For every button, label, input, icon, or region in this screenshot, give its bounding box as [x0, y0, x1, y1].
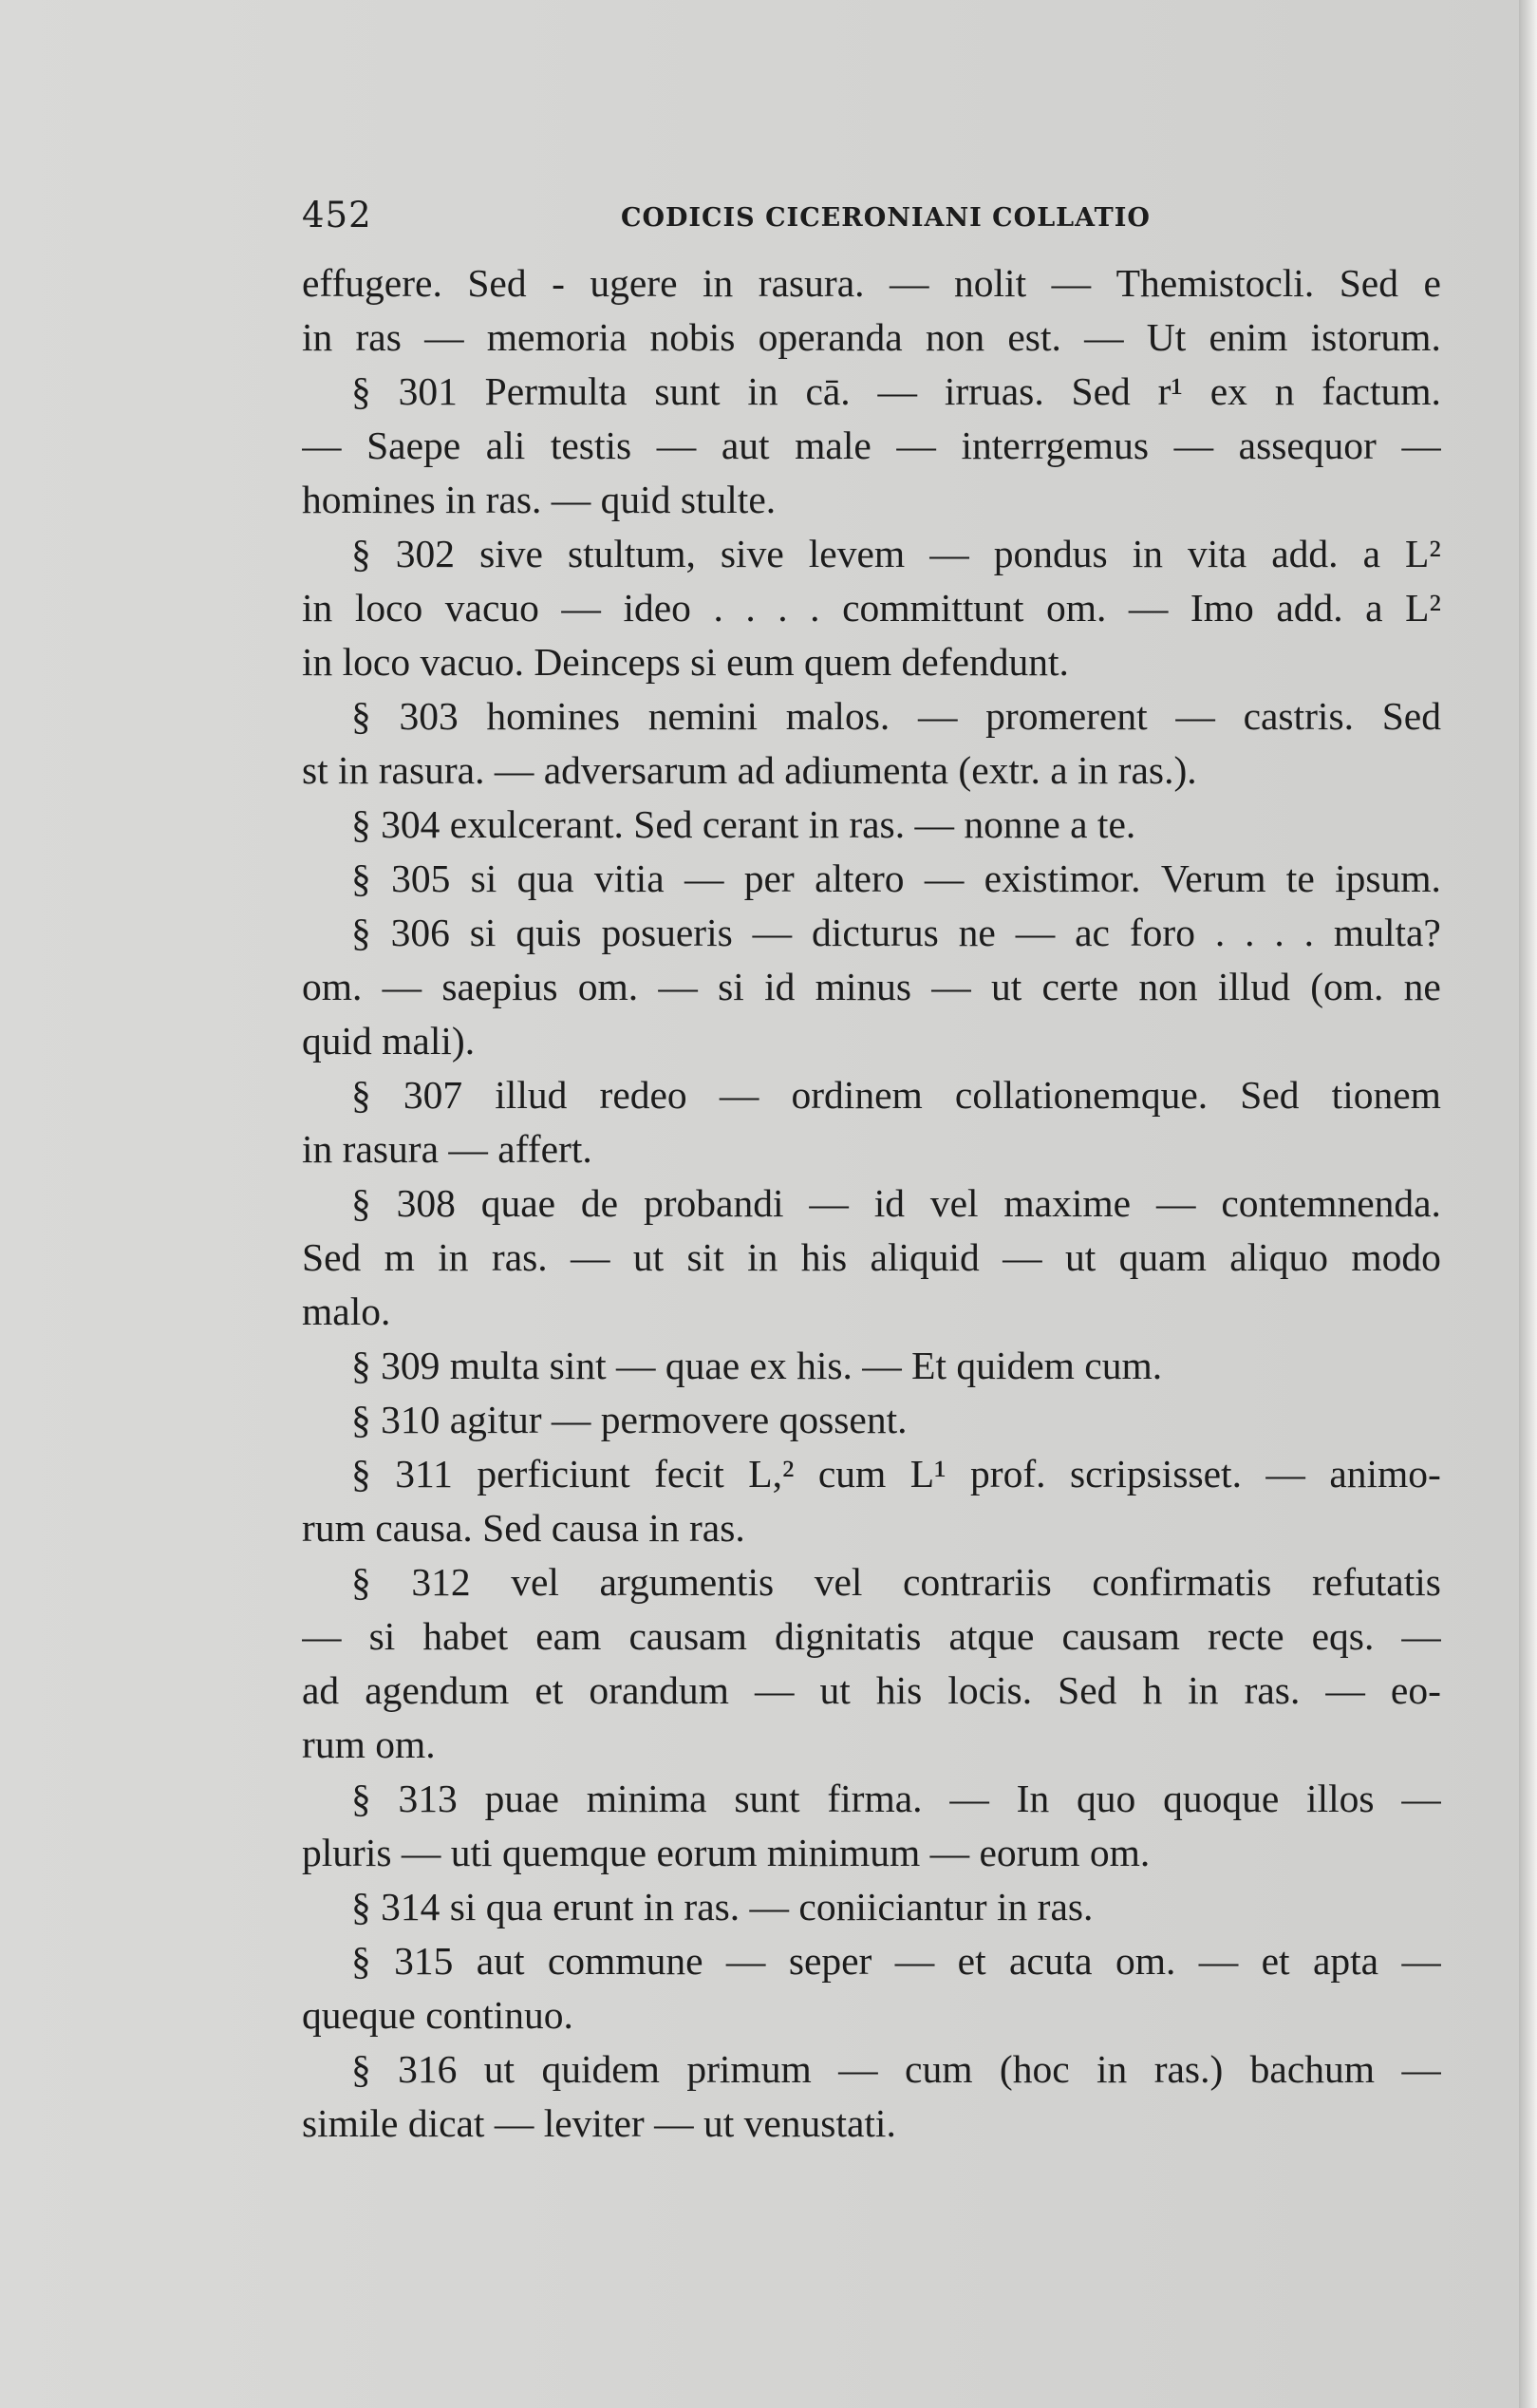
word: aliquo — [1229, 1235, 1328, 1279]
word: r¹ — [1157, 369, 1183, 413]
word: h — [1142, 1668, 1163, 1712]
text-line: quid mali). — [302, 1019, 476, 1063]
word: om. — [1045, 586, 1107, 630]
page-number: 452 — [302, 195, 372, 235]
text-line: § 310 agitur — permovere qossent. — [351, 1398, 908, 1441]
word: eqs. — [1311, 1614, 1375, 1658]
word: — — [725, 1939, 766, 1983]
word: locis. — [947, 1668, 1033, 1712]
word: 302 — [395, 532, 456, 575]
word: — — [1325, 1668, 1365, 1712]
word: — — [561, 586, 601, 630]
text-line — [302, 1176, 1441, 1231]
word: saepius — [441, 965, 558, 1008]
word: sit — [686, 1235, 724, 1279]
word: — — [1084, 315, 1124, 359]
word: Permulta — [484, 369, 628, 413]
word: apta — [1312, 1939, 1379, 1983]
word: his — [875, 1668, 923, 1712]
word: ipsum. — [1335, 856, 1441, 900]
text-line — [302, 1934, 1441, 1988]
word: sunt — [734, 1777, 800, 1820]
text-line: rum om. — [302, 1722, 436, 1766]
word: ut — [819, 1668, 851, 1712]
word: agendum — [365, 1668, 510, 1712]
word: aut — [476, 1939, 525, 1983]
text-line — [302, 906, 1441, 960]
page-header — [302, 195, 1441, 238]
text-line: malo. — [302, 1289, 391, 1333]
word: probandi — [643, 1181, 784, 1225]
word: pondus — [993, 532, 1108, 575]
text-line: homines in ras. — quid stulte. — [302, 478, 777, 521]
word: ordinem — [791, 1073, 923, 1117]
word: n — [1274, 369, 1295, 413]
word: nemini — [647, 694, 759, 738]
word: — — [809, 1181, 849, 1225]
word: animo- — [1329, 1452, 1441, 1496]
word: (hoc — [999, 2047, 1070, 2091]
word: . — [778, 586, 788, 630]
text-line — [302, 527, 1441, 581]
running-title: CODICIS CICERONIANI COLLATIO — [621, 203, 1151, 233]
word: Sed — [1240, 1073, 1300, 1117]
word: — — [1401, 1939, 1441, 1983]
word: stultum, — [567, 532, 696, 575]
word: testis — [550, 423, 632, 467]
word: ugere — [590, 261, 678, 305]
word: — — [1265, 1452, 1305, 1496]
word: . — [713, 586, 723, 630]
word: id — [764, 965, 796, 1008]
word: L,² — [748, 1452, 795, 1496]
word: in — [703, 261, 734, 305]
word: ut — [632, 1235, 665, 1279]
word: memoria — [486, 315, 628, 359]
word: confirmatis — [1092, 1560, 1272, 1604]
word: 305 — [391, 856, 451, 900]
word: recte — [1207, 1614, 1284, 1658]
word: — — [302, 1614, 342, 1658]
word: illud — [1217, 965, 1290, 1008]
word: — — [719, 1073, 759, 1117]
word: vel — [929, 1181, 979, 1225]
word: § — [351, 1452, 371, 1496]
word: . — [1214, 911, 1226, 954]
word: quam — [1118, 1235, 1207, 1279]
word: Sed — [1339, 261, 1398, 305]
word: in — [1097, 2047, 1128, 2091]
word: — — [1198, 1939, 1239, 1983]
word: homines — [486, 694, 621, 738]
word: m — [384, 1235, 415, 1279]
word: enim — [1209, 315, 1288, 359]
word: — — [896, 423, 936, 467]
word: ras. — [491, 1235, 548, 1279]
word: puae — [484, 1777, 559, 1820]
word: et — [1261, 1939, 1290, 1983]
text-line — [302, 1068, 1441, 1122]
word: add. — [1271, 532, 1339, 575]
word: irruas. — [944, 369, 1044, 413]
word: ut — [991, 965, 1022, 1008]
word: minus — [815, 965, 912, 1008]
word: cum — [817, 1452, 887, 1496]
word: a — [1365, 586, 1383, 630]
word: L² — [1405, 586, 1441, 630]
word: multa? — [1333, 911, 1441, 954]
word: per — [743, 856, 795, 900]
word: — — [894, 1939, 935, 1983]
word: 312 — [411, 1560, 471, 1604]
word: § — [351, 369, 371, 413]
word: e — [1423, 261, 1441, 305]
word: illos — [1306, 1777, 1375, 1820]
word: dignitatis — [774, 1614, 922, 1658]
word: eo- — [1390, 1668, 1441, 1712]
word: § — [351, 1560, 371, 1604]
word: — — [890, 261, 929, 305]
word: a — [1362, 532, 1381, 575]
word: . — [745, 586, 756, 630]
word: vitia — [593, 856, 665, 900]
word: bachum — [1249, 2047, 1376, 2091]
text-line: st in rasura. — adversarum ad adiumenta (extr. a in ras.). — [302, 748, 1197, 792]
word: posueris — [601, 911, 733, 954]
word: ut — [1065, 1235, 1097, 1279]
word: quo — [1077, 1777, 1136, 1820]
word: in — [747, 369, 778, 413]
word: in — [438, 1235, 469, 1279]
word: si — [469, 911, 497, 954]
word: his — [800, 1235, 848, 1279]
word: . — [1303, 911, 1315, 954]
word: — — [571, 1235, 610, 1279]
text-line: rum causa. Sed causa in ras. — [302, 1506, 745, 1550]
word: fecit — [654, 1452, 724, 1496]
word: habet — [422, 1614, 509, 1658]
word: . — [810, 586, 820, 630]
text-line — [302, 256, 1441, 310]
word: tionem — [1331, 1073, 1441, 1117]
word: ne — [958, 911, 996, 954]
text-line — [302, 689, 1441, 743]
word: aliquid — [870, 1235, 980, 1279]
word: refutatis — [1311, 1560, 1441, 1604]
word: — — [1003, 1235, 1042, 1279]
word: 315 — [394, 1939, 454, 1983]
word: non — [1138, 965, 1198, 1008]
text-line — [302, 1609, 1441, 1664]
word: rasura. — [758, 261, 865, 305]
word: eam — [535, 1614, 602, 1658]
word: interrgemus — [961, 423, 1149, 467]
word: § — [351, 911, 371, 954]
word: — — [931, 965, 971, 1008]
word: loco — [354, 586, 423, 630]
text-line — [302, 1447, 1441, 1501]
word: promerent — [985, 694, 1148, 738]
word: certe — [1041, 965, 1119, 1008]
word: causam — [1061, 1614, 1180, 1658]
word: — — [1051, 261, 1092, 305]
word: si — [718, 965, 744, 1008]
word: minima — [586, 1777, 707, 1820]
word: modo — [1351, 1235, 1441, 1279]
word: et — [957, 1939, 986, 1983]
word: et — [534, 1668, 564, 1712]
word: add. — [1276, 586, 1343, 630]
word: dicturus — [812, 911, 939, 954]
word: ex — [1209, 369, 1247, 413]
word: acuta — [1009, 1939, 1093, 1983]
word: quae — [480, 1181, 556, 1225]
word: Saepe — [366, 423, 461, 467]
word: § — [351, 532, 371, 575]
word: Sed — [467, 261, 527, 305]
word: atque — [948, 1614, 1035, 1658]
word: seper — [788, 1939, 872, 1983]
word: est. — [1007, 315, 1061, 359]
word: § — [351, 2047, 371, 2091]
word: Ut — [1146, 315, 1187, 359]
word: si — [470, 856, 497, 900]
text-line — [302, 852, 1441, 906]
collation-text — [302, 256, 1441, 2151]
word: 303 — [399, 694, 459, 738]
word: Sed — [1381, 694, 1441, 738]
word: redeo — [599, 1073, 687, 1117]
word: ideo — [623, 586, 691, 630]
word: Sed — [302, 1235, 362, 1279]
word: castris. — [1243, 694, 1354, 738]
word: 301 — [398, 369, 458, 413]
text-line — [302, 419, 1441, 473]
word: § — [351, 1939, 371, 1983]
word: sunt — [654, 369, 721, 413]
text-line — [302, 960, 1441, 1014]
word: in — [1188, 1668, 1219, 1712]
word: vel — [814, 1560, 863, 1604]
word: — — [658, 965, 698, 1008]
text-line — [302, 581, 1441, 635]
word: sive — [720, 532, 784, 575]
word: in — [1132, 532, 1163, 575]
word: nolit — [954, 261, 1027, 305]
word: L¹ — [909, 1452, 947, 1496]
text-line — [302, 1231, 1441, 1285]
word: — — [1173, 423, 1214, 467]
word: Sed — [1071, 369, 1131, 413]
word: cum — [905, 2047, 973, 2091]
word: foro — [1129, 911, 1195, 954]
text-line — [302, 1664, 1441, 1718]
word: operanda — [758, 315, 903, 359]
word: causam — [628, 1614, 747, 1658]
word: — — [684, 856, 724, 900]
word: (om. — [1310, 965, 1384, 1008]
word: de — [580, 1181, 619, 1225]
word: non — [925, 315, 985, 359]
word: — — [656, 423, 697, 467]
word: cā. — [805, 369, 851, 413]
word: — — [877, 369, 917, 413]
word: id — [873, 1181, 905, 1225]
word: in — [302, 586, 333, 630]
word: contemnenda. — [1221, 1181, 1441, 1225]
word: illud — [495, 1073, 568, 1117]
word: § — [351, 856, 371, 900]
word: — — [382, 965, 422, 1008]
word: — — [929, 532, 969, 575]
word: ad — [302, 1668, 340, 1712]
word: 306 — [390, 911, 450, 954]
word: ac — [1075, 911, 1110, 954]
word: malos. — [785, 694, 890, 738]
word: factum. — [1321, 369, 1441, 413]
text-line — [302, 2042, 1441, 2097]
text-line: § 309 multa sint — quae ex his. — Et quidem cum. — [351, 1344, 1163, 1387]
word: — — [1401, 1777, 1441, 1820]
word: § — [351, 1073, 371, 1117]
word: — — [838, 2047, 878, 2091]
word: om. — [1115, 1939, 1176, 1983]
word: contrariis — [903, 1560, 1052, 1604]
word: 307 — [403, 1073, 463, 1117]
text-line — [302, 310, 1441, 365]
word: Verum — [1160, 856, 1266, 900]
word: — — [949, 1777, 989, 1820]
word: — — [1401, 1614, 1441, 1658]
word: § — [351, 1181, 371, 1225]
word: orandum — [589, 1668, 729, 1712]
word: si — [368, 1614, 396, 1658]
word: in — [747, 1235, 778, 1279]
word: — — [1155, 1181, 1196, 1225]
word: § — [351, 1777, 371, 1820]
word: qua — [516, 856, 574, 900]
word: ras — [355, 315, 402, 359]
word: vacuo — [444, 586, 539, 630]
word: effugere. — [302, 261, 442, 305]
word: te — [1285, 856, 1315, 900]
word: Sed — [1058, 1668, 1117, 1712]
word: commune — [547, 1939, 703, 1983]
word: — — [1401, 423, 1441, 467]
word: - — [552, 261, 565, 305]
word: L² — [1405, 532, 1441, 575]
text-line: queque continuo. — [302, 1993, 573, 2037]
word: § — [351, 694, 371, 738]
text-line — [302, 1772, 1441, 1826]
word: istorum. — [1310, 315, 1441, 359]
text-line: § 314 si qua erunt in ras. — coniiciantur in ras. — [351, 1885, 1094, 1928]
word: primum — [686, 2047, 812, 2091]
word: ut — [483, 2047, 515, 2091]
word: 313 — [398, 1777, 458, 1820]
word: collationemque. — [954, 1073, 1209, 1117]
word: perficiunt — [477, 1452, 630, 1496]
word: — — [1128, 586, 1169, 630]
text-line — [302, 365, 1441, 419]
word: 316 — [398, 2047, 458, 2091]
word: — — [424, 315, 464, 359]
word: ras.) — [1153, 2047, 1224, 2091]
word: — — [302, 423, 342, 467]
word: — — [917, 694, 958, 738]
word: — — [752, 911, 793, 954]
word: vita — [1188, 532, 1247, 575]
text-line — [302, 1555, 1441, 1609]
word: — — [924, 856, 965, 900]
text-line: § 304 exulcerant. Sed cerant in ras. — nonne a te. — [351, 802, 1136, 846]
word: ras. — [1244, 1668, 1301, 1712]
text-line: in rasura — affert. — [302, 1127, 592, 1171]
word: committunt — [842, 586, 1024, 630]
word: — — [754, 1668, 795, 1712]
word: quoque — [1163, 1777, 1280, 1820]
text-line: pluris — uti quemque eorum minimum — eorum om. — [302, 1831, 1151, 1874]
word: quis — [515, 911, 582, 954]
text-line: in loco vacuo. Deinceps si eum quem defendunt. — [302, 640, 1069, 684]
word: levem — [808, 532, 906, 575]
word: altero — [815, 856, 905, 900]
word: in — [302, 315, 333, 359]
word: scripsisset. — [1069, 1452, 1242, 1496]
word: vel — [511, 1560, 559, 1604]
word: om. — [302, 965, 363, 1008]
word: existimor. — [984, 856, 1141, 900]
word: Themistocli. — [1115, 261, 1315, 305]
word: 308 — [396, 1181, 456, 1225]
word: ne — [1403, 965, 1441, 1008]
word: . — [1245, 911, 1255, 954]
text-line: simile dicat — leviter — ut venustati. — [302, 2101, 896, 2145]
word: om. — [577, 965, 639, 1008]
word: ali — [485, 423, 526, 467]
word: — — [1401, 2047, 1441, 2091]
word: aut — [721, 423, 770, 467]
word: — — [1015, 911, 1056, 954]
word: maxime — [1003, 1181, 1132, 1225]
word: . — [1274, 911, 1284, 954]
word: 311 — [395, 1452, 453, 1496]
word: prof. — [970, 1452, 1046, 1496]
page-edge — [1519, 0, 1537, 2408]
word: argumentis — [599, 1560, 775, 1604]
word: — — [1175, 694, 1215, 738]
word: In — [1016, 1777, 1050, 1820]
word: Imo — [1190, 586, 1254, 630]
word: quidem — [541, 2047, 660, 2091]
word: firma. — [827, 1777, 923, 1820]
word: male — [795, 423, 872, 467]
word: sive — [479, 532, 543, 575]
word: nobis — [649, 315, 736, 359]
word: assequor — [1238, 423, 1377, 467]
